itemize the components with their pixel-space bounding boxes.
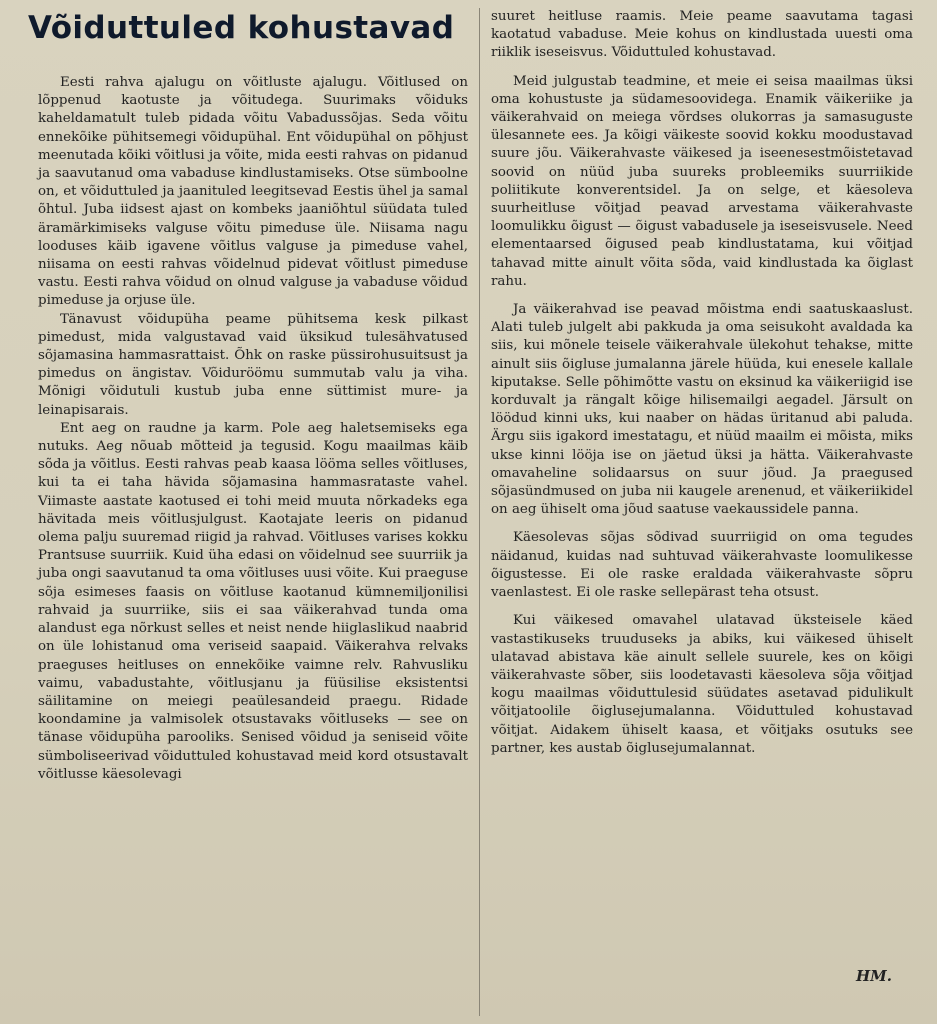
left-column bbox=[38, 74, 468, 784]
author-signature: HM. bbox=[856, 967, 892, 985]
paragraph-6: Käesolevas sõjas sõdivad suurriigid on oma tegudes näidanud, kuidas nad suhtuvad väikerahvaste loomulikesse õigustesse. Ei ole raske eraldada väikerahvaste sõpru vaenlastest. Ei ole raske sellepärast teha otsust. bbox=[491, 530, 913, 601]
paragraph-2: Tänavust võidupüha peame pühitsema kesk pilkast pimedust, mida valgustavad vaid üksikud tulesähvatused sõjamasina hammasrattaist. Õhk on raske püssirohusuitsust ja pimedus on ängistav. Võiduröömu summutab valu ja viha. Mõnigi võidutuli kustub juba enne süttimist mure- ja leinapisarais. bbox=[38, 311, 468, 418]
paragraph-continuation: suuret heitluse raamis. Meie peame saavutama tagasi kaotatud vabaduse. Meie kohus on kindlustada uuesti oma riiklik iseseisvus. Võiduttuled kohustavad. bbox=[491, 9, 913, 61]
article-headline: Võiduttuled kohustavad bbox=[28, 10, 455, 46]
column-divider bbox=[479, 8, 480, 1016]
paragraph-5: Ja väikerahvad ise peavad mõistma endi saatuskaaslust. Alati tuleb julgelt abi pakkuda ja oma seisukoht avaldada ka siis, kui mõnele teisele väikerahvale ülekohut tehakse, mitte ainult siis õigluse jumalanna järele hüüda, kui enesele kallale kiputakse. Selle põhimõtte vastu on eksinud ka väikeriigid ise korduvalt ja rängalt kõige hilisemailgi aegadel. Järsult on löödud kinni uks, kui naaber on hädas üritanud abi paluda. Ärgu siis igakord imestatagu, et nüüd maailm ei mõista, miks ukse kinni lööja ise on jäetud üksi ja hätta. Väikerahvaste omavaheline solidaarsus on suur jõud. Ja praegused sõjasündmused on juba nii kaugele arenenud, et väikeriikidel on aeg ühiselt oma jõud saatuse vaekaussidele panna. bbox=[491, 302, 913, 518]
paragraph-4: Meid julgustab teadmine, et meie ei seisa maailmas üksi oma kohustuste ja südamesoovidega. Enamik väikeriike ja väikerahvaid on meiega võrdses olukorras ja samasuguste ülesannete ees. Ja kõigi väikeste soovid kokku moodustavad suure jõu. Väikerahvaste väikesed ja iseenesestmõistetavad soovid on nüüd juba suureks probleemiks suurriikide poliitikute konverentsidel. Ja on selge, et käesoleva suurheitluse võitjad peavad arvestama väikerahvaste loomulikku õigust — õigust vabadusele ja iseseisvusele. Need elementaarsed õigused peab kindlustatama, kui võitjad tahavad mitte ainult võita sõda, vaid kindlustada ka õiglast rahu. bbox=[491, 73, 913, 289]
right-column bbox=[491, 8, 913, 758]
paragraph-7: Kui väikesed omavahel ulatavad üksteisele käed vastastikuseks truuduseks ja abiks, kui väikesed ühiselt ulatavad abistava käe ainult sellele suurele, kes on kõigi väikerahvaste sõber, siis loodetavasti käesoleva sõja võitjad kogu maailmas võiduttulesid süüdates asetavad pidulikult võitjatoolile õiglusejumalanna. Võiduttuled kohustavad võitjat. Aidakem ühiselt kaasa, et võitjaks osutuks see partner, kes austab õiglusejumalannat. bbox=[491, 613, 913, 756]
paragraph-3: Ent aeg on raudne ja karm. Pole aeg haletsemiseks ega nutuks. Aeg nõuab mõtteid ja tegusid. Kogu maailmas käib sõda ja võitlus. Eesti rahvas peab kaasa lööma selles võitluses, kui ta ei taha hävida sõjamasina hammasrataste vahel. Viimaste aastate kaotused ei tohi meid muuta nõrkadeks ega hävitada meis võitlusjulgust. Kaotajate leeris on pidanud olema palju suuremad riigid ja rahvad. Võitluses varises kokku Prantsuse suurriik. Kuid üha edasi on võidelnud see suurriik ja juba ongi saavutanud ta oma võitluses uusi võite. Kui praeguse sõja esimeses faasis on võitluse kaotanud kümnemiljonilisi rahvaid ja suurriike, siis ei saa väikerahvad tunda oma alandust ega nõrkust selles et neist nende hiiglaslikud naabrid on üle lohistanud oma veriseid saapaid. Väikerahva relvaks praeguses heitluses on ennekõike vaimne relv. Rahvusliku vaimu, vabadustahte, võitlusjanu ja füüsilise eksistentsi säilitamine on meiegi peaülesandeid praegu. Ridade koondamine ja valmisolek otsustavaks võitluseks — see on tänase võidupüha parooliks. Senised võidud ja seniseid võite sümboliseerivad võiduttuled kohustavad meid kord otsustavalt võitlusse käesolevagi bbox=[38, 420, 468, 782]
paragraph-1: Eesti rahva ajalugu on võitluste ajalugu. Võitlused on lõppenud kaotuste ja võitudega. Suurimaks võiduks kaheldamatult tuleb pidada võitu Vabadussõjas. Seda võitu ennekõike pühitsemegi võidupühal. Ent võidupühal on põhjust meenutada kõiki võitlusi ja võite, mida eesti rahvas on pidanud ja saavutanud oma vabaduse kindlustamiseks. Otse sümboolne on, et võiduttuled ja jaanituled leegitsevad Eestis ühel ja samal õhtul. Juba iidsest ajast on kombeks jaaniõhtul süüdata tuled äramärkimiseks valguse võitu pimeduse üle. Niisama nagu looduses käib igavene võitlus valguse ja pimeduse vahel, niisama on eesti rahvas võidelnud pidevat võitlust pimeduse vastu. Eesti rahva võidud on olnud valguse ja vabaduse võidud pimeduse ja orjuse üle. bbox=[38, 75, 468, 309]
